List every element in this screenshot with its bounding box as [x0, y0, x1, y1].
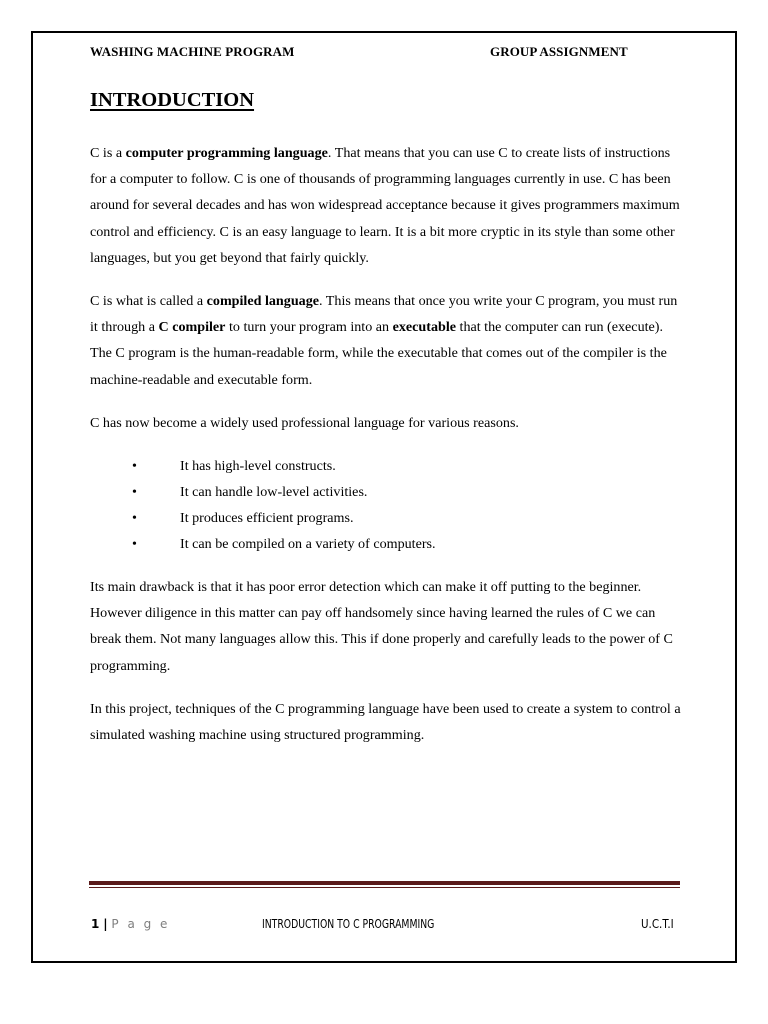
- page-separator: |: [103, 917, 108, 931]
- footer-rule-thick: [89, 881, 680, 885]
- bold-term: executable: [392, 319, 456, 336]
- footer-institution: U.C.T.I: [641, 917, 674, 931]
- list-item: [90, 531, 682, 557]
- text-run: to turn your program into an: [225, 319, 393, 336]
- bullet-icon: •: [132, 510, 137, 527]
- paragraph-2: [90, 288, 682, 393]
- page-label: P a g e: [111, 917, 170, 931]
- list-item-text: It has high-level constructs.: [180, 458, 336, 475]
- bullet-list: [90, 453, 682, 557]
- text-run: that the computer can run (execute). The C program is the human-readable form, while the executable that comes out of the compiler is the machine-readable and executable form.: [90, 319, 667, 388]
- text-run: . That means that you can use C to create lists of instructions for a computer to follow. C is one of thousands of programming languages currently in use. C has been around for several decades and has won widespread acceptance because it gives programmers maximum control and efficiency. C is an easy language to learn. It is a bit more cryptic in its style than some other languages, but you get beyond that fairly quickly.: [90, 145, 680, 266]
- footer-page-indicator: [91, 917, 170, 931]
- text-run: C is a: [90, 145, 126, 161]
- text-run: C is what is called a: [90, 293, 207, 310]
- footer-course-title: INTRODUCTION TO C PROGRAMMING: [262, 917, 435, 931]
- list-item: [90, 453, 682, 479]
- bold-term: C compiler: [158, 319, 226, 336]
- list-item: [90, 479, 682, 505]
- bullet-icon: •: [132, 484, 137, 501]
- bold-term: compiled language: [206, 293, 320, 310]
- paragraph-4: Its main drawback is that it has poor error detection which can make it off putting to the beginner. However diligence in this matter can pay off handsomely since having learned the rules of C we can break them. Not many languages allow this. This if done properly and carefully leads to the power of C programming.: [90, 579, 673, 674]
- paragraph-5: In this project, techniques of the C programming language have been used to create a system to control a simulated washing machine using structured programming.: [90, 700, 681, 744]
- section-heading: INTRODUCTION: [90, 89, 255, 111]
- page-number: 1: [91, 917, 100, 931]
- bullet-icon: •: [132, 536, 137, 553]
- paragraph-3: C has now become a widely used professional language for various reasons.: [90, 414, 519, 431]
- header-title-right: GROUP ASSIGNMENT: [490, 44, 628, 59]
- list-item-text: It can handle low-level activities.: [180, 484, 368, 501]
- bold-term: computer programming language: [125, 145, 328, 161]
- footer-rule-thin: [89, 887, 680, 888]
- body-content: [90, 140, 682, 748]
- list-item-text: It produces efficient programs.: [180, 510, 354, 527]
- list-item-text: It can be compiled on a variety of computers.: [180, 536, 436, 553]
- header-title-left: WASHING MACHINE PROGRAM: [90, 44, 295, 59]
- bullet-icon: •: [132, 458, 137, 475]
- list-item: [90, 505, 682, 531]
- paragraph-1: [90, 140, 682, 271]
- text-run: . This means that once you write your C program, you must run it through a: [90, 293, 678, 336]
